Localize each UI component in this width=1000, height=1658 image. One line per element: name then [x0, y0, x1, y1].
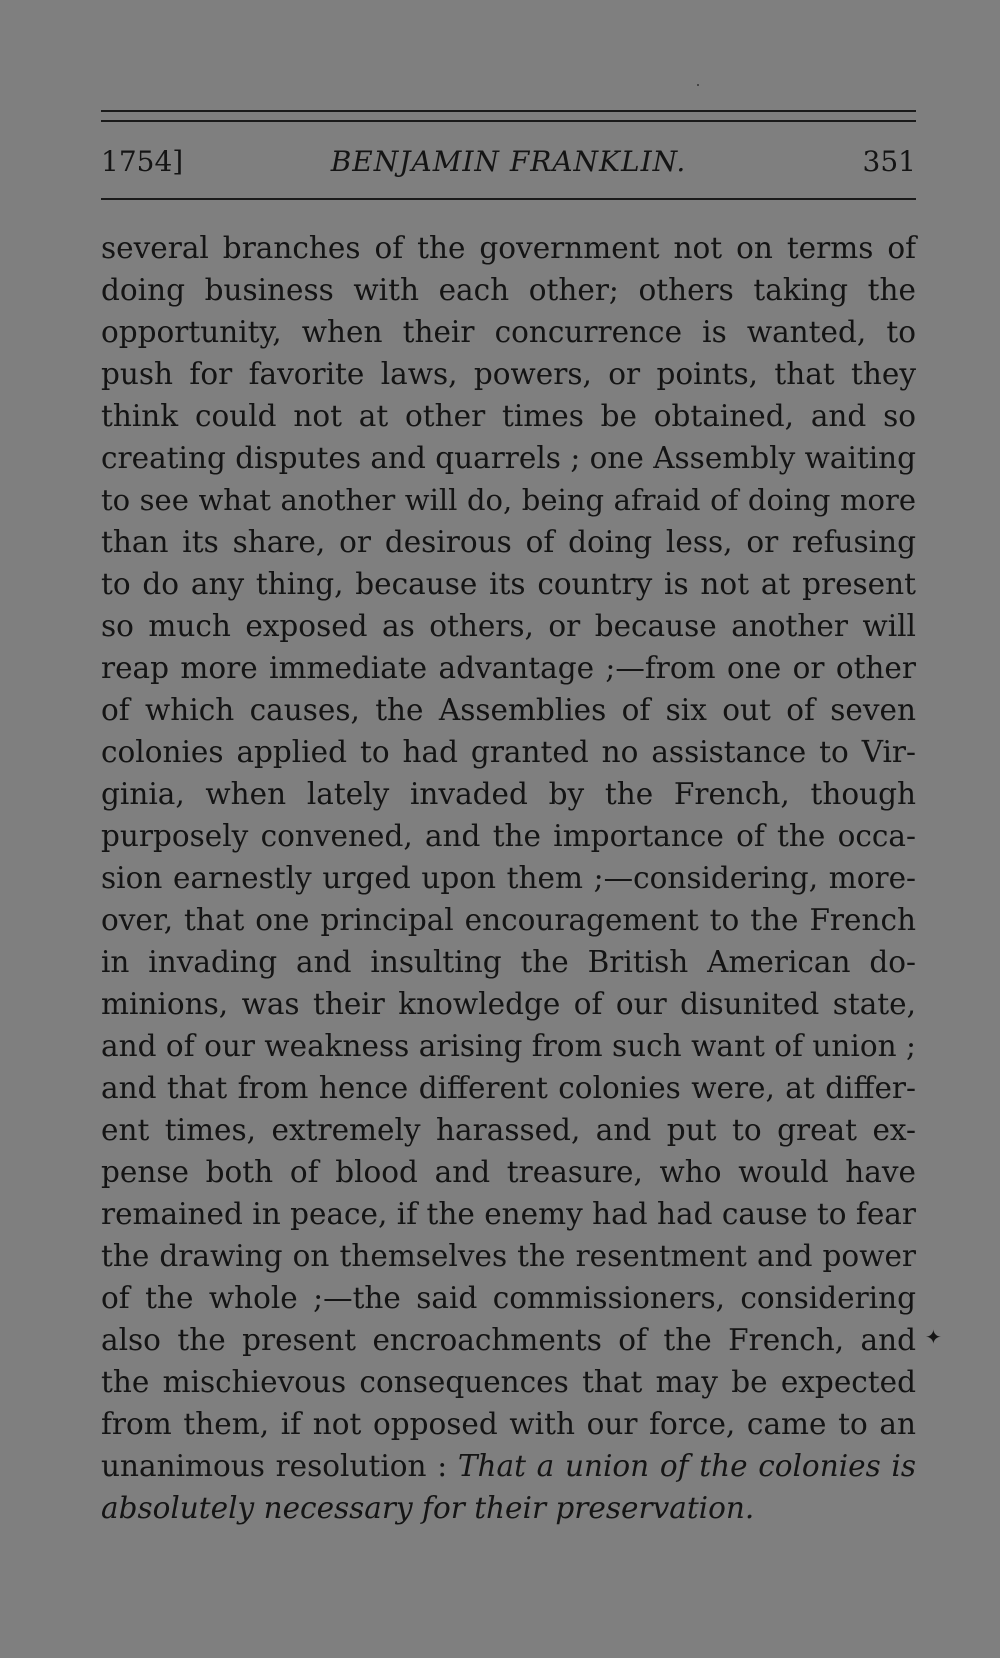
text-line: pense both of blood and treasure, who would have	[101, 1155, 916, 1189]
text-line: doing business with each other; others taking the	[101, 273, 916, 307]
resolution-line	[101, 1445, 916, 1487]
text-line: remained in peace, if the enemy had had cause to fear	[101, 1197, 916, 1231]
resolution-lead: unanimous resolution :	[101, 1449, 458, 1483]
text-line: think could not at other times be obtained, and so	[101, 399, 916, 433]
text-line: opportunity, when their concurrence is wanted, to	[101, 315, 916, 349]
running-head	[101, 140, 916, 184]
text-line: creating disputes and quarrels ; one Assembly waiting	[101, 441, 917, 475]
text-line: sion earnestly urged upon them ;—considering, more-	[101, 861, 916, 895]
text-line: colonies applied to had granted no assistance to Vir-	[101, 735, 916, 769]
text-line: push for favorite laws, powers, or points, that they	[101, 357, 916, 391]
page-number: 351	[862, 145, 916, 178]
body-text	[101, 227, 916, 1529]
header-year: 1754]	[101, 145, 184, 178]
top-rule	[101, 110, 916, 112]
text-line: and that from hence different colonies were, at differ-	[101, 1071, 916, 1105]
text-line: and of our weakness arising from such want of union ;	[101, 1029, 916, 1063]
text-line: over, that one principal encouragement to the French	[101, 903, 916, 937]
text-line: so much exposed as others, or because another will	[101, 609, 916, 643]
text-line: also the present encroachments of the French, and	[101, 1323, 916, 1357]
header-rule	[101, 198, 916, 200]
text-line: to see what another will do, being afraid of doing more	[101, 483, 916, 517]
text-line: the mischievous consequences that may be expected	[101, 1365, 916, 1399]
top-rule-secondary	[101, 120, 916, 122]
resolution-italic-line: absolutely necessary for their preservation.	[101, 1491, 755, 1525]
text-line: reap more immediate advantage ;—from one or other	[101, 651, 916, 685]
text-line: of the whole ;—the said commissioners, considering	[101, 1281, 916, 1315]
text-line: minions, was their knowledge of our disunited state,	[101, 987, 916, 1021]
text-line: the drawing on themselves the resentment and power	[101, 1239, 916, 1273]
scan-speck	[697, 84, 699, 86]
resolution-italic: That a union of the colonies is	[457, 1449, 916, 1483]
text-line: several branches of the government not on terms of	[101, 231, 916, 265]
text-line: ent times, extremely harassed, and put to great ex-	[101, 1113, 916, 1147]
margin-mark: ✦	[925, 1325, 942, 1349]
header-title: BENJAMIN FRANKLIN.	[330, 145, 687, 178]
text-line: from them, if not opposed with our force, came to an	[101, 1407, 916, 1441]
text-line: to do any thing, because its country is not at present	[101, 567, 916, 601]
text-line: purposely convened, and the importance of the occa-	[101, 819, 916, 853]
text-line: than its share, or desirous of doing less, or refusing	[101, 525, 916, 559]
text-line: in invading and insulting the British American do-	[101, 945, 916, 979]
text-line: ginia, when lately invaded by the French, though	[101, 777, 916, 811]
text-line: of which causes, the Assemblies of six out of seven	[101, 693, 916, 727]
